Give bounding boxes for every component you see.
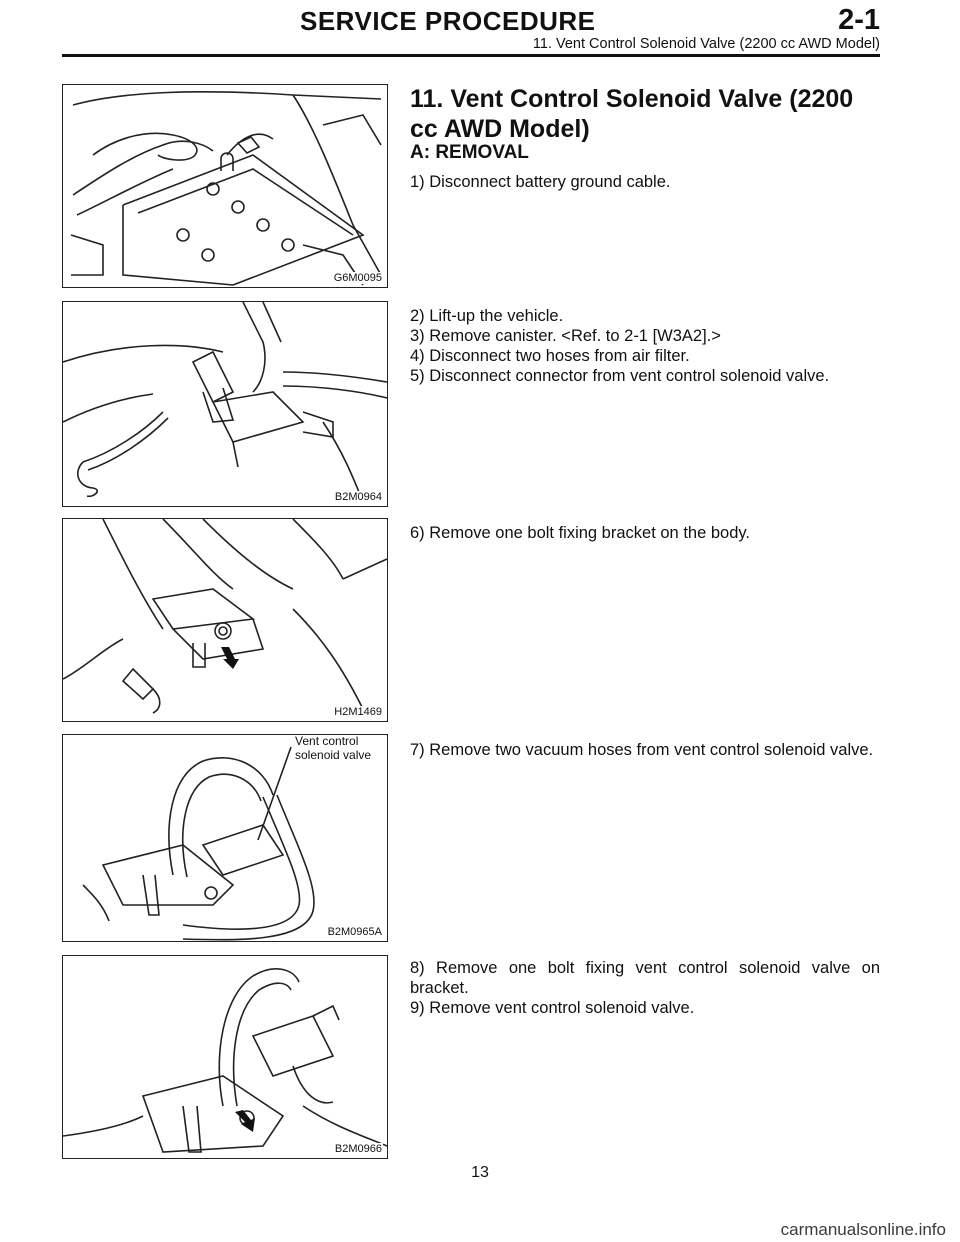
step-5: 5) Disconnect connector from vent control solenoid valve.	[410, 367, 830, 385]
figure-code: G6M0095	[333, 272, 382, 284]
pointer-arrow	[221, 647, 239, 669]
steps-2-5	[410, 306, 880, 386]
step-1: 1) Disconnect battery ground cable.	[410, 173, 671, 191]
callout-label: Vent control	[295, 735, 359, 748]
vent-control-valve-illustration	[63, 735, 387, 941]
figure-battery-ground-cable	[62, 84, 388, 288]
section-number: 2-1	[838, 4, 880, 36]
figure-code: B2M0965A	[327, 926, 382, 938]
figure-canister-hoses	[62, 301, 388, 507]
canister-hoses-illustration	[63, 302, 387, 506]
step-8: 8) Remove one bolt fixing vent control solenoid valve on bracket.	[410, 959, 880, 997]
steps-8-9	[410, 958, 880, 1018]
figure-code: B2M0964	[334, 491, 382, 503]
step-6: 6) Remove one bolt fixing bracket on the body.	[410, 524, 750, 542]
bracket-bolt-illustration	[63, 519, 387, 721]
step-4: 4) Disconnect two hoses from air filter.	[410, 347, 690, 365]
section-title: SERVICE PROCEDURE	[300, 6, 596, 36]
figure-valve-bolt	[62, 955, 388, 1159]
header-subtitle: 11. Vent Control Solenoid Valve (2200 cc AWD Model)	[532, 36, 880, 52]
valve-bolt-illustration	[63, 956, 387, 1158]
article-title: 11. Vent Control Solenoid Valve (2200 cc AWD Model)	[410, 85, 854, 143]
figure-bracket-bolt	[62, 518, 388, 722]
figure-code: H2M1469	[334, 706, 382, 718]
header-rule	[62, 54, 880, 57]
step-2: 2) Lift-up the vehicle.	[410, 307, 564, 325]
watermark: carmanualsonline.info	[780, 1220, 946, 1239]
callout-label: solenoid valve	[295, 748, 372, 762]
removal-subhead: A: REMOVAL	[410, 142, 529, 163]
step-9: 9) Remove vent control solenoid valve.	[410, 999, 695, 1017]
page-number: 13	[471, 1164, 489, 1181]
figure-code: B2M0966	[334, 1143, 382, 1155]
step-7: 7) Remove two vacuum hoses from vent control solenoid valve.	[410, 741, 874, 759]
battery-illustration	[63, 85, 387, 287]
figure-vent-control-valve	[62, 734, 388, 942]
step-3: 3) Remove canister. <Ref. to 2-1 [W3A2].>	[410, 327, 721, 345]
